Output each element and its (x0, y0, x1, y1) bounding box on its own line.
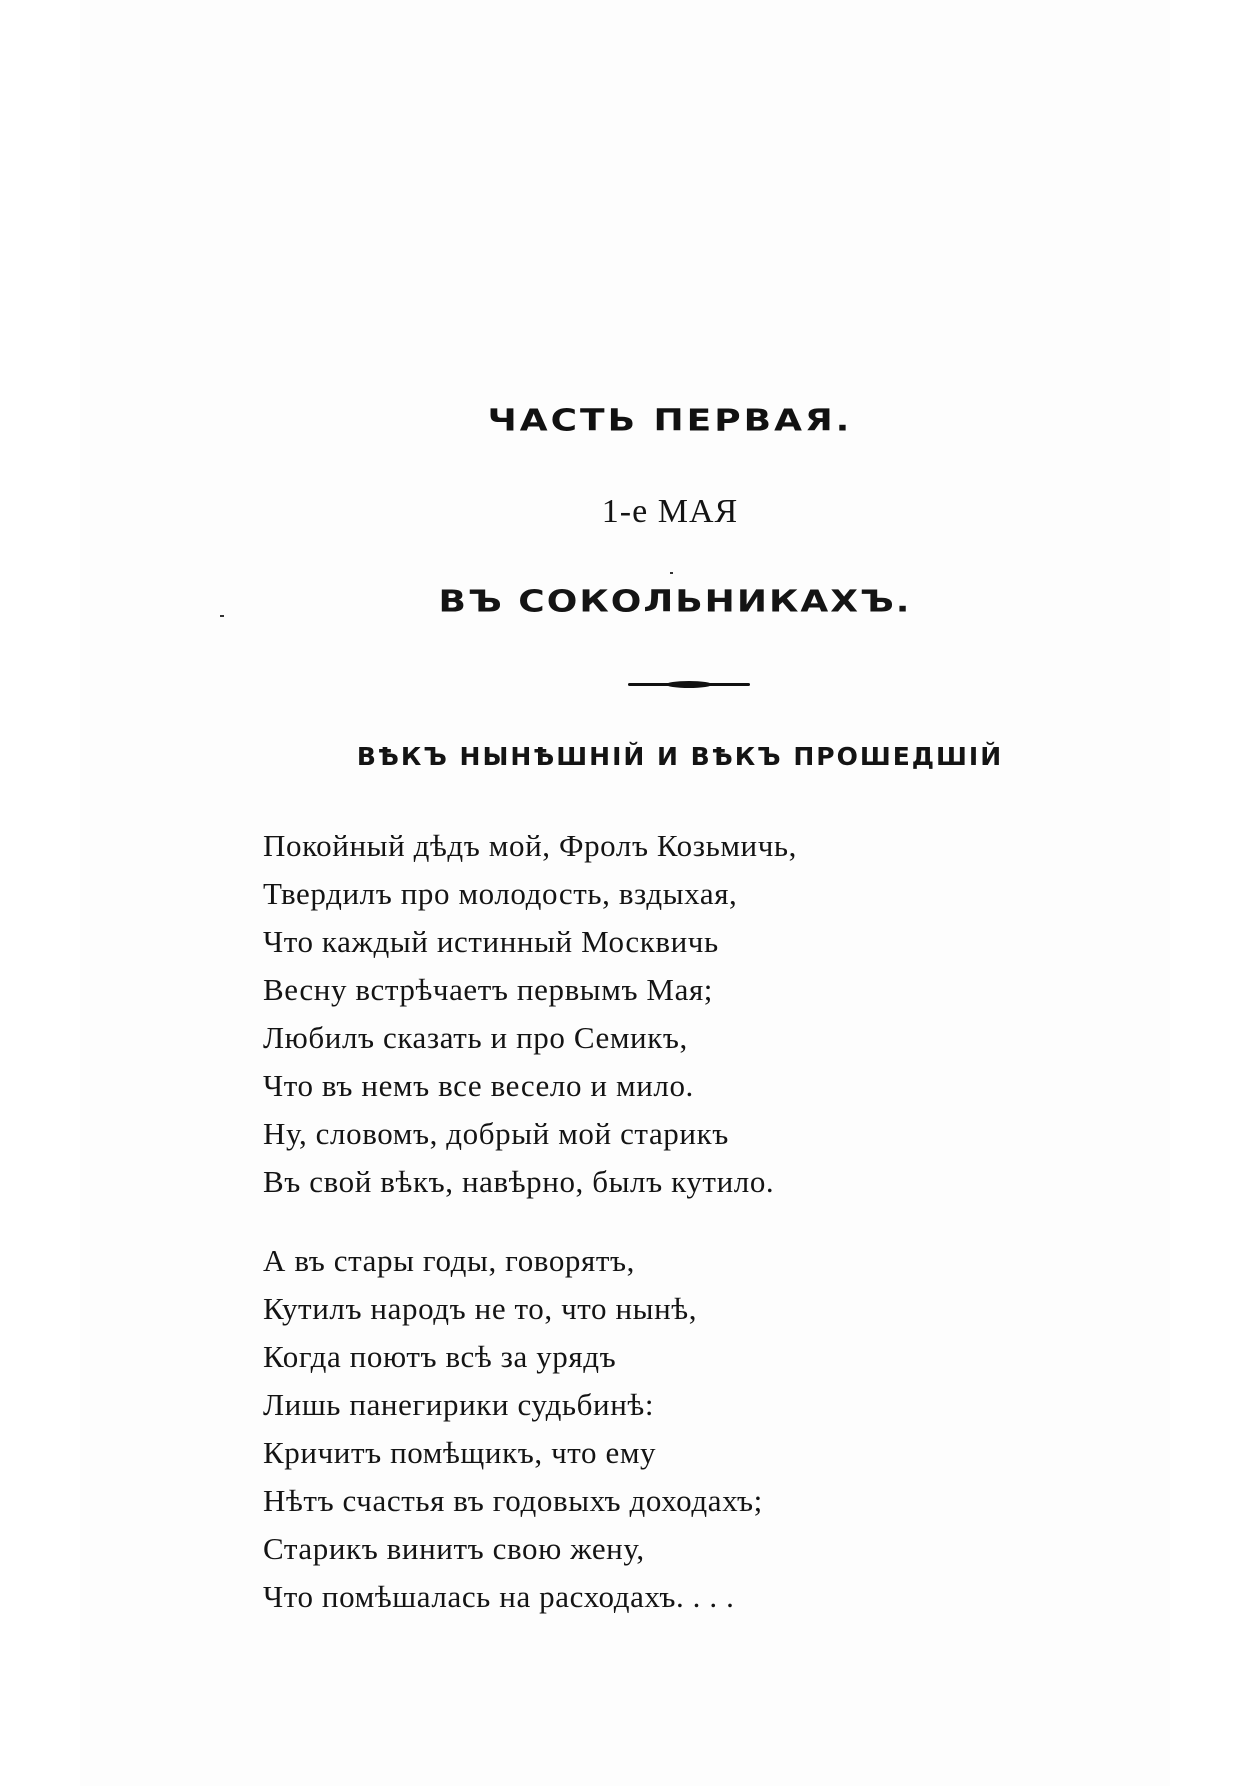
verse-line: Ну, словомъ, добрый мой старикъ (263, 1116, 729, 1151)
verse-line: Что помѣшалась на расходахъ. . . . (263, 1579, 735, 1614)
stanza-1 (263, 822, 797, 1206)
verse-line: Любилъ сказать и про Семикъ, (263, 1020, 688, 1055)
ornamental-rule (628, 683, 750, 686)
verse-line: Старикъ винитъ свою жену, (263, 1531, 645, 1566)
ink-speck (220, 615, 224, 617)
verse-line: А въ стары годы, говорятъ, (263, 1243, 636, 1278)
ink-speck (670, 572, 673, 574)
part-title: ЧАСТЬ ПЕРВАЯ. (487, 403, 853, 438)
verse-line: Кутилъ народъ не то, что нынѣ, (263, 1291, 698, 1326)
stanza-2 (263, 1237, 763, 1621)
verse-line: Нѣтъ счастья въ годовыхъ доходахъ; (263, 1483, 763, 1518)
verse-line: Что каждый истинный Москвичь (263, 924, 719, 959)
date-heading: 1-е МАЯ (601, 493, 739, 530)
verse-line: Твердилъ про молодость, вздыхая, (263, 876, 738, 911)
place-heading: ВЪ СОКОЛЬНИКАХЪ. (438, 584, 912, 619)
verse-line: Весну встрѣчаетъ первымъ Мая; (263, 972, 714, 1007)
verse-line: Кричитъ помѣщикъ, что ему (263, 1435, 657, 1470)
verse-line: Покойный дѣдъ мой, Фролъ Козьмичь, (263, 828, 798, 863)
poem-subtitle: ВѢКЪ НЫНѢШНІЙ И ВѢКЪ ПРОШЕДШІЙ (356, 742, 1004, 771)
verse-line: Что въ немъ все весело и мило. (263, 1068, 694, 1103)
verse-line: Лишь панегирики судьбинѣ: (263, 1387, 655, 1422)
verse-line: Въ свой вѣкъ, навѣрно, былъ кутило. (263, 1164, 775, 1199)
verse-line: Когда поютъ всѣ за урядъ (263, 1339, 617, 1374)
